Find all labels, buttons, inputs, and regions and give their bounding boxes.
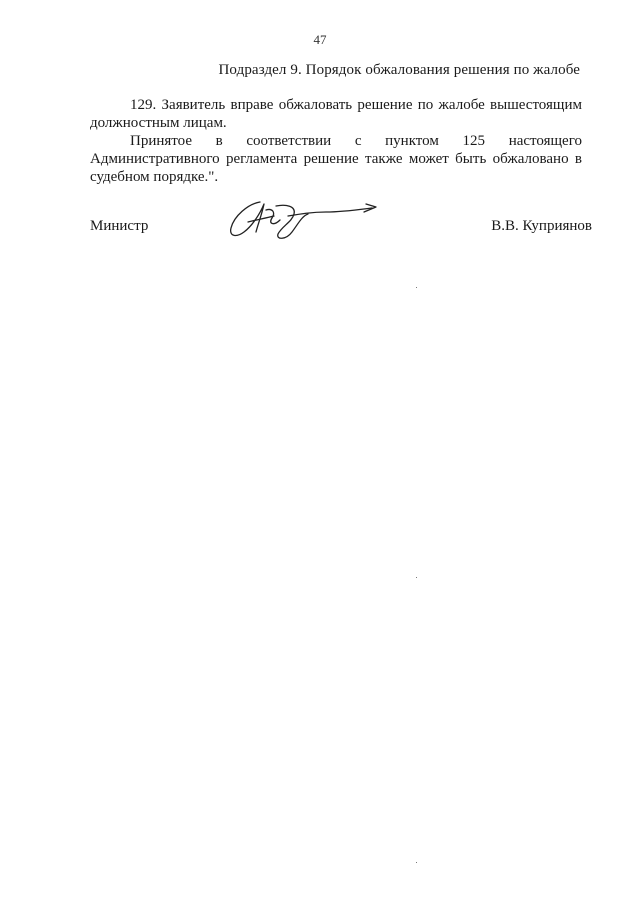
paragraph-court-appeal: Принятое в соответствии с пунктом 125 настоящего Административного регламента решение также может быть обжаловано в судебном порядке.". [90,133,582,185]
signer-title: Министр [90,218,149,234]
document-body [90,96,582,186]
scan-speck [416,287,417,288]
scan-speck [416,577,417,578]
page-number: 47 [313,32,327,47]
signer-name: В.В. Куприянов [491,218,592,234]
section-heading: Подраздел 9. Порядок обжалования решения по жалобе [218,62,580,78]
paragraph-129: 129. Заявитель вправе обжаловать решение по жалобе вышестоящим должностным лицам. [90,97,582,131]
scan-speck [416,862,417,863]
handwritten-signature-icon [226,196,386,242]
